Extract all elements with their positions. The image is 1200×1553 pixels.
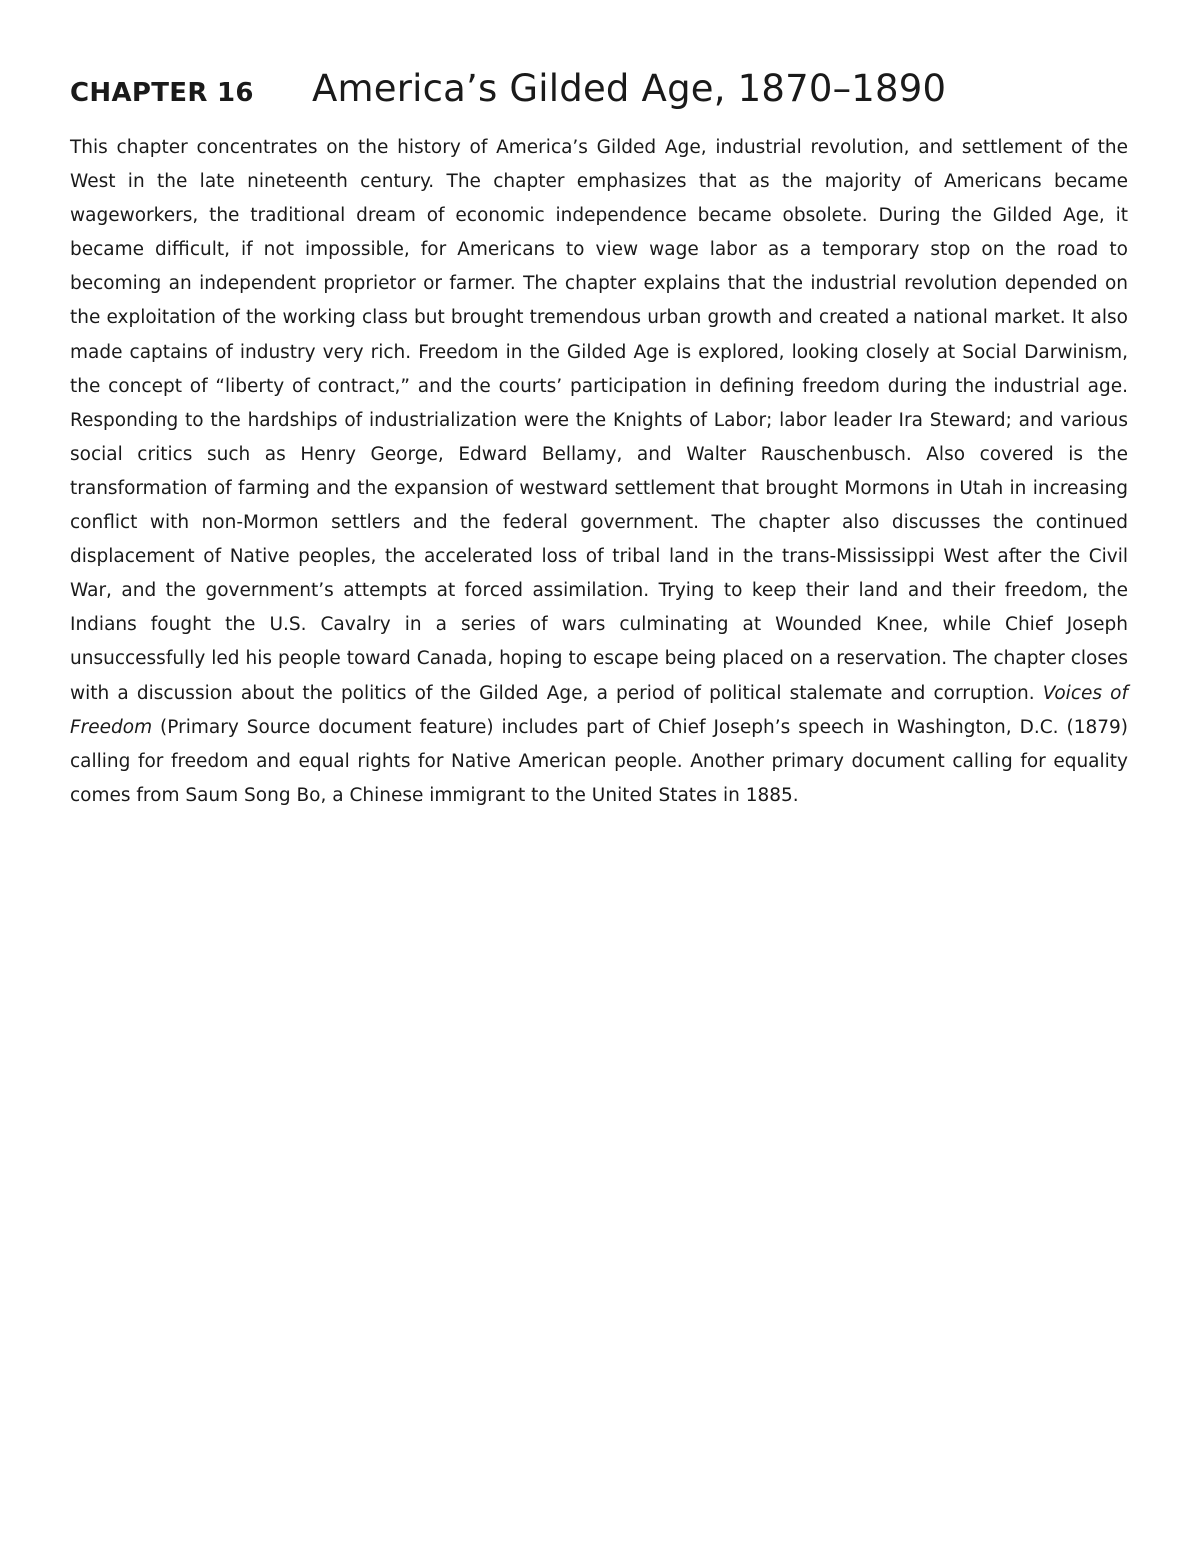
document-page bbox=[70, 67, 1128, 831]
chapter-heading bbox=[70, 67, 1128, 110]
summary-text-part-1: This chapter concentrates on the history of America’s Gilded Age, industrial revolution, and settlement of the West in the late nineteenth century. The chapter emphasizes that as the majority of Americans became wageworkers, the traditional dream of economic independence became obsolete. During the Gilded Age, it became difficult, if not impossible, for Americans to view wage labor as a temporary stop on the road to becoming an independent proprietor or farmer. The chapter explains that the industrial revolution depended on the exploitation of the working class but brought tremendous urban growth and created a national market. It also made captains of industry very rich. Freedom in the Gilded Age is explored, looking closely at Social Darwinism, the concept of “liberty of contract,” and the courts’ participation in defining freedom during the industrial age. Responding to the hardships of industrialization were the Knights of Labor; labor leader Ira Steward; and various social critics such as Henry George, Edward Bellamy, and Walter Rauschenbusch. Also covered is the transformation of farming and the expansion of westward settlement that brought Mormons in Utah in increasing conflict with non-Mormon settlers and the federal government. The chapter also discusses the continued displacement of Native peoples, the accelerated loss of tribal land in the trans-Mississippi West after the Civil War, and the government’s attempts at forced assimilation. Trying to keep their land and their freedom, the Indians fought the U.S. Cavalry in a series of wars culminating at Wounded Knee, while Chief Joseph unsuccessfully led his people toward Canada, hoping to escape being placed on a reservation. The chapter closes with a discussion about the politics of the Gilded Age, a period of political stalemate and corruption. bbox=[70, 137, 1128, 704]
chapter-summary-paragraph bbox=[70, 131, 1128, 813]
feature-title: Voices of Freedom bbox=[70, 682, 1128, 738]
summary-text-part-2: (Primary Source document feature) includes part of Chief Joseph’s speech in Washington, D.C. (1879) calling for freedom and equal rights for Native American people. Another primary document calling for equality comes from Saum Song Bo, a Chinese immigrant to the United States in 1885. bbox=[70, 716, 1128, 806]
chapter-number: CHAPTER 16 bbox=[70, 78, 254, 108]
chapter-title: America’s Gilded Age, 1870–1890 bbox=[312, 67, 947, 110]
